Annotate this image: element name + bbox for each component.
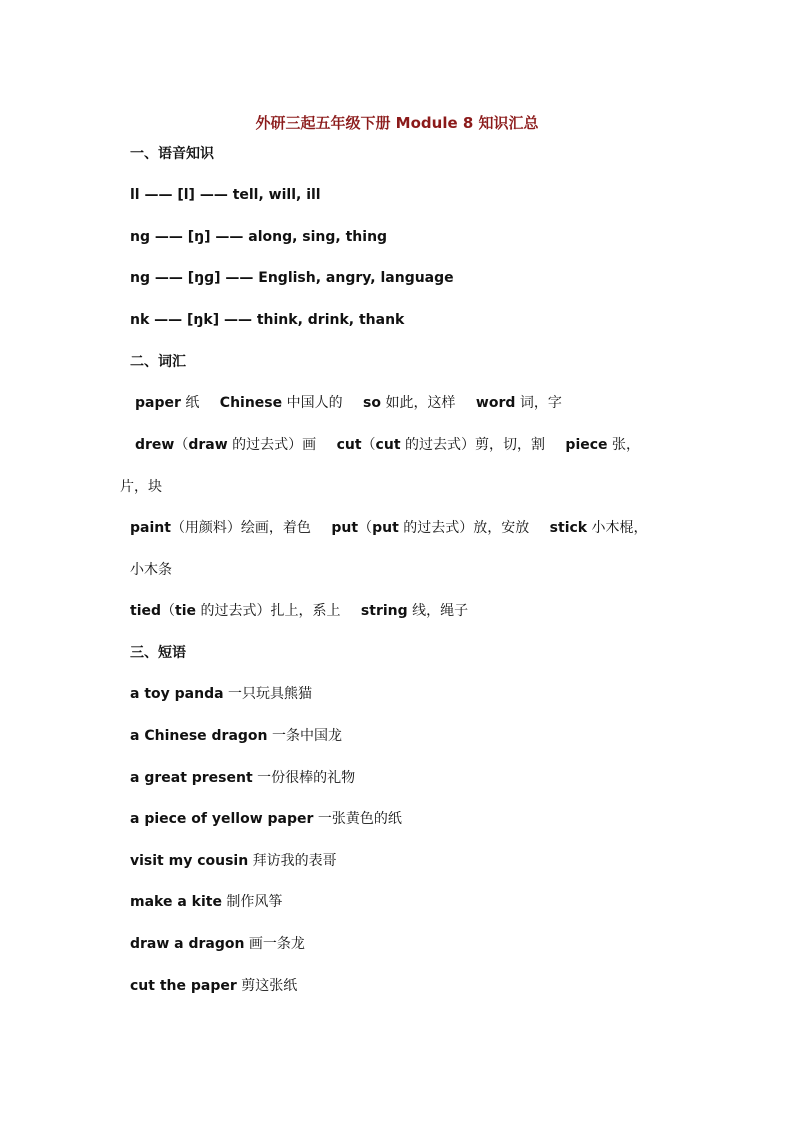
phrase-en: a Chinese dragon (130, 728, 268, 744)
vocab-word: drew (135, 437, 175, 453)
vocab-meaning: 线，绳子 (407, 603, 469, 619)
phrase-item (130, 684, 312, 704)
vocab-row-1 (135, 393, 562, 413)
phrase-zh: 一份很棒的礼物 (252, 770, 356, 786)
vocab-word: paint (130, 520, 171, 536)
phrase-en: cut the paper (130, 978, 237, 994)
vocab-word: tie (175, 603, 197, 619)
vocab-meaning: 张， (607, 437, 640, 453)
vocab-word: string (360, 603, 408, 619)
phrase-zh: 一张黄色的纸 (313, 811, 402, 827)
vocab-meaning: 小木棍， (587, 520, 648, 536)
phonics-line-ll: ll —— [l] —— tell, will, ill (130, 187, 321, 203)
section-heading-vocabulary: 二、词汇 (130, 354, 186, 370)
phrase-zh: 拜访我的表哥 (248, 853, 337, 869)
vocab-row-3-wrap: 小木条 (130, 562, 172, 578)
vocab-meaning: 纸 (180, 395, 200, 411)
vocab-meaning: 的过去式）画 (227, 437, 317, 453)
phrase-en: draw a dragon (130, 936, 245, 952)
vocab-word: paper (135, 395, 181, 411)
vocab-word: so (363, 395, 381, 411)
phrase-item (130, 726, 342, 746)
vocab-meaning: （ (361, 437, 376, 453)
phrase-en: a piece of yellow paper (130, 811, 314, 827)
phrase-en: a toy panda (130, 686, 224, 702)
phrase-item (130, 976, 297, 996)
phrase-zh: 画一条龙 (244, 936, 305, 952)
phrase-en: visit my cousin (130, 853, 249, 869)
section-heading-phrases: 三、短语 (130, 645, 186, 661)
vocab-word: put (372, 520, 399, 536)
phrase-item (130, 851, 337, 871)
phrase-zh: 一只玩具熊猫 (223, 686, 312, 702)
vocab-word: draw (188, 437, 228, 453)
vocab-word: cut (336, 437, 362, 453)
phrase-item (130, 892, 282, 912)
phonics-line-ngg: ng —— [ŋɡ] —— English, angry, language (130, 270, 454, 286)
phrase-item (130, 934, 305, 954)
vocab-meaning: 中国人的 (282, 395, 343, 411)
vocab-row-4 (130, 601, 468, 621)
vocab-word: put (331, 520, 359, 536)
vocab-word: word (475, 395, 516, 411)
vocab-row-2-wrap: 片，块 (120, 479, 162, 495)
phrase-zh: 一条中国龙 (267, 728, 342, 744)
vocab-word: piece (565, 437, 608, 453)
vocab-meaning: 的过去式）剪，切，割 (400, 437, 545, 453)
vocab-meaning: 如此，这样 (381, 395, 456, 411)
vocab-word: stick (549, 520, 588, 536)
phrase-zh: 制作风筝 (221, 894, 283, 910)
vocab-row-3 (130, 518, 648, 538)
vocab-meaning: 的过去式）放，安放 (398, 520, 530, 536)
vocab-meaning: 词，字 (515, 395, 562, 411)
vocab-word: tied (130, 603, 162, 619)
vocab-meaning: （ (174, 437, 189, 453)
phonics-line-ng: ng —— [ŋ] —— along, sing, thing (130, 229, 388, 245)
vocab-meaning: 的过去式）扎上，系上 (196, 603, 341, 619)
vocab-meaning: （ (358, 520, 373, 536)
vocab-meaning: （用颜料）绘画，着色 (170, 520, 311, 536)
vocab-row-2 (135, 435, 640, 455)
section-heading-phonics: 一、语音知识 (130, 146, 214, 162)
vocab-word: cut (375, 437, 401, 453)
document-title: 外研三起五年级下册 Module 8 知识汇总 (255, 114, 539, 132)
phrase-zh: 剪这张纸 (236, 978, 298, 994)
vocab-meaning: （ (161, 603, 176, 619)
phrase-item (130, 768, 355, 788)
vocab-word: Chinese (219, 395, 283, 411)
phonics-line-nk: nk —— [ŋk] —— think, drink, thank (130, 312, 405, 328)
phrase-en: a great present (130, 770, 253, 786)
phrase-en: make a kite (130, 894, 222, 910)
phrase-item (130, 809, 402, 829)
